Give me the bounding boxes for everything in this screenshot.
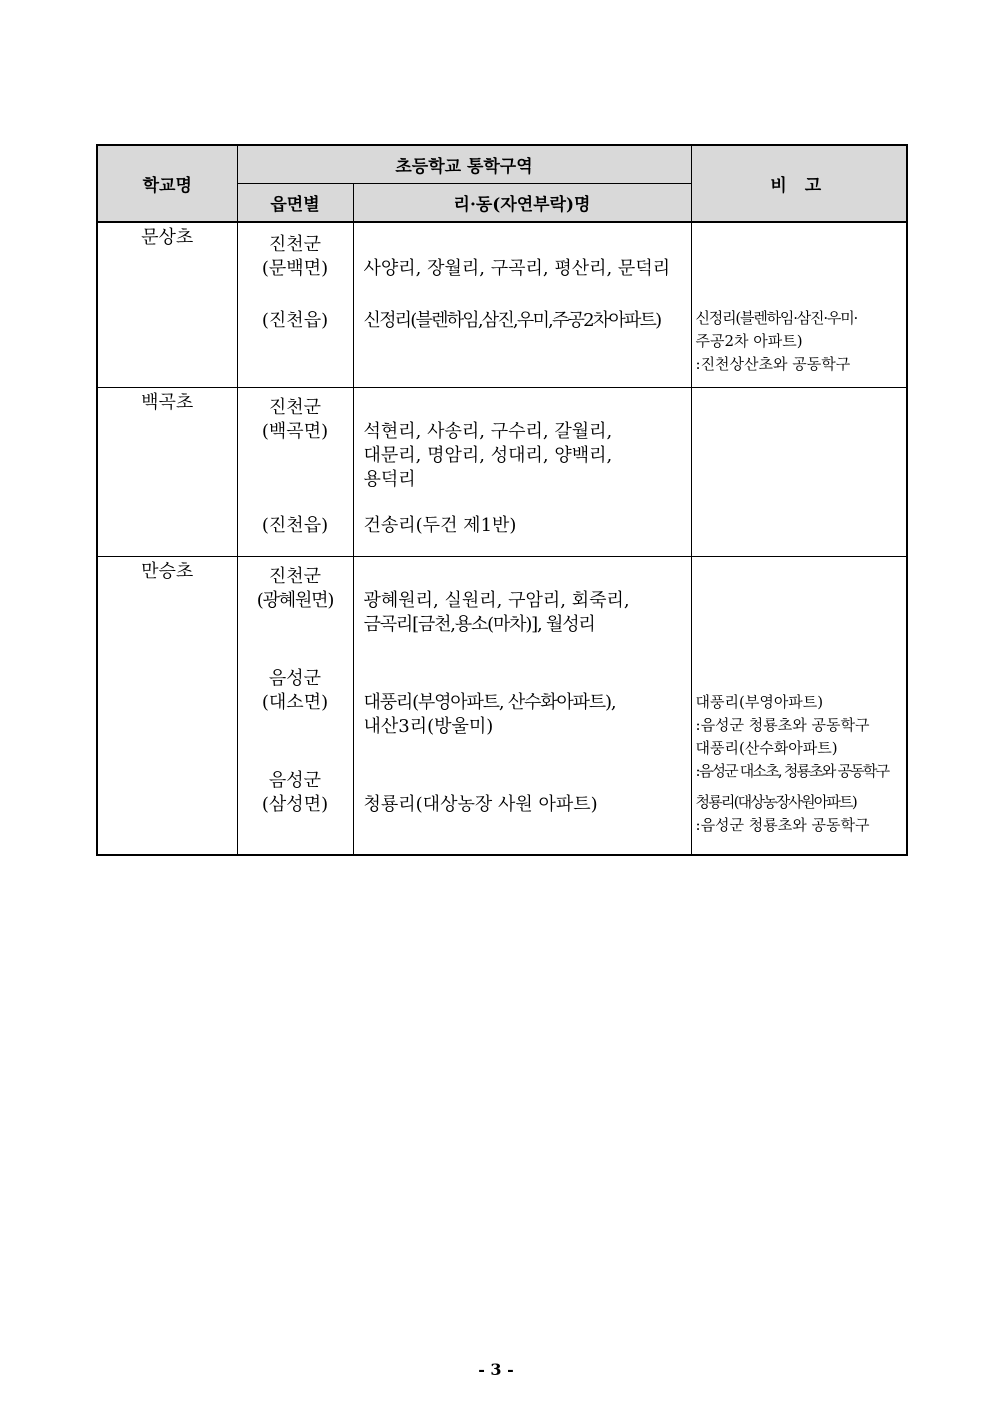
table-row xyxy=(97,387,907,556)
header-district: 초등학교 통학구역 xyxy=(237,145,691,184)
region-town: (진천읍) xyxy=(261,310,329,331)
region-county: 진천군 xyxy=(268,396,322,418)
school-name: 백곡초 xyxy=(97,387,237,556)
region-cell xyxy=(237,387,353,556)
village-list: 건송리(두건 제1반) xyxy=(363,514,517,536)
region-town: (문백면) xyxy=(261,258,329,279)
header-school: 학교명 xyxy=(97,145,237,222)
note-line: :음성군 청룡초와 공동학구 xyxy=(695,815,870,834)
villages-cell xyxy=(353,222,691,387)
note-cell xyxy=(691,556,907,855)
note-line: 주공2차 아파트) xyxy=(695,332,803,350)
school-name: 만승초 xyxy=(97,556,237,855)
table-row xyxy=(97,222,907,387)
region-town: (백곡면) xyxy=(261,420,329,442)
header-village: 리·동(자연부락)명 xyxy=(353,184,691,223)
note-line: :진천상산초와 공동학구 xyxy=(695,355,851,373)
note-cell xyxy=(691,222,907,387)
village-list: 금곡리[금천,용소(마차)], 월성리 xyxy=(363,613,595,635)
school-district-table xyxy=(96,144,908,856)
header-region: 읍면별 xyxy=(237,184,353,223)
note-line: 청룡리(대상농장사원아파트) xyxy=(695,792,856,811)
village-list: 대문리, 명암리, 성대리, 양백리, xyxy=(363,444,613,466)
region-cell xyxy=(237,222,353,387)
village-list: 용덕리 xyxy=(363,468,416,490)
village-list: 청룡리(대상농장 사원 아파트) xyxy=(363,793,598,815)
village-list: 사양리, 장월리, 구곡리, 평산리, 문덕리 xyxy=(363,258,671,279)
table-header xyxy=(97,145,907,222)
note-cell xyxy=(691,387,907,556)
villages-cell xyxy=(353,387,691,556)
village-list: 석현리, 사송리, 구수리, 갈월리, xyxy=(363,420,613,442)
header-note: 비 고 xyxy=(691,145,907,222)
region-town: (광혜원면) xyxy=(256,589,334,611)
region-town: (진천읍) xyxy=(261,514,329,536)
village-list: 대풍리(부영아파트, 산수화아파트), xyxy=(363,691,616,713)
note-line: 대풍리(산수화아파트) xyxy=(695,738,838,757)
region-cell xyxy=(237,556,353,855)
note-line: :음성군 대소초, 청룡초와 공동학구 xyxy=(695,761,889,780)
region-county: 음성군 xyxy=(268,667,322,689)
region-county: 진천군 xyxy=(268,565,322,587)
villages-cell xyxy=(353,556,691,855)
school-name: 문상초 xyxy=(97,222,237,387)
region-county: 음성군 xyxy=(268,769,322,791)
region-county: 진천군 xyxy=(268,234,322,255)
village-list: 광혜원리, 실원리, 구암리, 회죽리, xyxy=(363,589,630,611)
village-list: 신정리(블렌하임,삼진,우미,주공2차아파트) xyxy=(363,310,661,331)
note-line: 대풍리(부영아파트) xyxy=(695,692,824,711)
note-line: 신정리(블렌하임·삼진·우미· xyxy=(695,309,858,327)
table-row xyxy=(97,556,907,855)
note-line: :음성군 청룡초와 공동학구 xyxy=(695,715,870,734)
region-town: (삼성면) xyxy=(261,793,329,815)
page-number: - 3 - xyxy=(478,1360,514,1379)
village-list: 내산3리(방울미) xyxy=(363,715,494,737)
region-town: (대소면) xyxy=(261,691,329,713)
